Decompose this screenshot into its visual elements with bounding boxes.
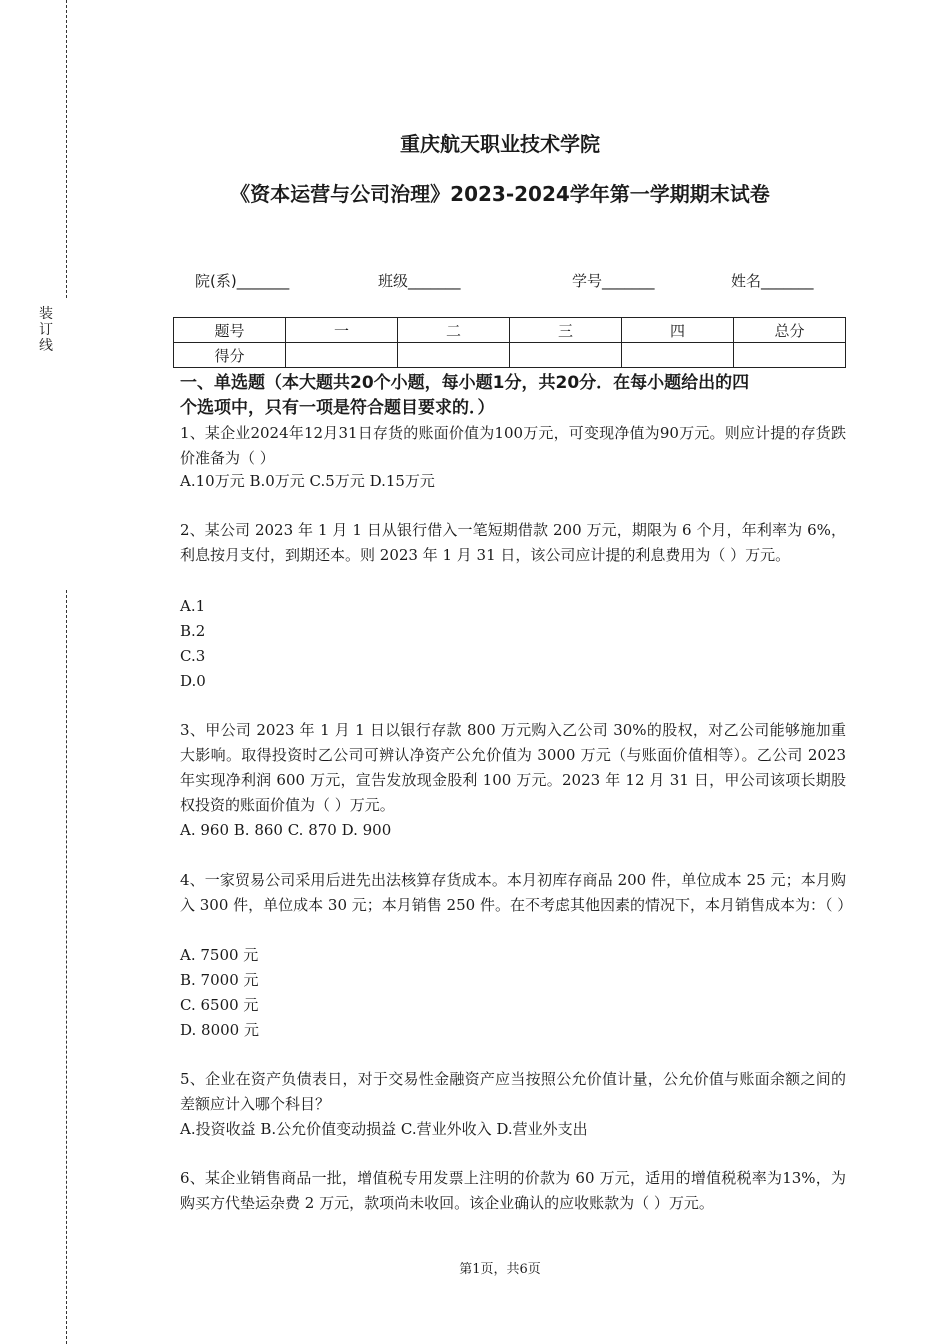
question-5-options: A.投资收益 B.公允价值变动损益 C.营业外收入 D.营业外支出 (180, 1120, 588, 1138)
question-2-option-c: C.3 (180, 647, 206, 665)
score-input-cell[interactable] (622, 343, 734, 368)
table-cell: 得分 (174, 343, 286, 368)
exam-title: 《资本运营与公司治理》2023-2024学年第一学期期末试卷 (230, 182, 770, 206)
question-4-option-b: B. 7000 元 (180, 971, 259, 989)
page-footer: 第1页，共6页 (459, 1262, 541, 1277)
name-field: 姓名_______ (731, 272, 814, 290)
table-cell: 四 (622, 318, 734, 343)
section-heading-line: 个选项中，只有一项是符合题目要求的．） (180, 398, 495, 418)
score-table (173, 317, 846, 368)
question-4-stem: 4、一家贸易公司采用后进先出法核算存货成本。本月初库存商品 200 件，单位成本 25 元；本月购入 300 件，单位成本 30 元；本月销售 250 件。在不考虑其他因素的情况下，本月销售成本为：（ ） (180, 871, 853, 914)
table-cell: 二 (398, 318, 510, 343)
class-field: 班级_______ (378, 272, 461, 290)
section-heading-line: 一、单选题（本大题共20个小题，每小题1分，共20分．在每小题给出的四 (180, 373, 750, 393)
table-cell: 一 (286, 318, 398, 343)
score-table-score-row (174, 343, 846, 368)
binding-label: 装订线 (39, 306, 53, 354)
question-4-option-a: A. 7500 元 (180, 946, 259, 964)
question-1-options: A.10万元 B.0万元 C.5万元 D.15万元 (180, 472, 435, 490)
score-input-cell[interactable] (510, 343, 622, 368)
table-cell: 题号 (174, 318, 286, 343)
question-3-stem: 3、甲公司 2023 年 1 月 1 日以银行存款 800 万元购入乙公司 30%的股权，对乙公司能够施加重大影响。取得投资时乙公司可辨认净资产公允价值为 3000 万元（与账面价值相等）。乙公司 2023 年实现净利润 600 万元，宣告发放现金股利 100 万元。2023 年 12 月 31 日，甲公司该项长期股权投资的账面价值为（ ）万元。 (180, 721, 846, 814)
question-2-option-a: A.1 (180, 597, 206, 615)
question-2-option-b: B.2 (180, 622, 206, 640)
question-3-options: A. 960 B. 860 C. 870 D. 900 (180, 821, 392, 839)
score-input-cell[interactable] (286, 343, 398, 368)
question-4-option-d: D. 8000 元 (180, 1021, 259, 1039)
score-input-cell[interactable] (398, 343, 510, 368)
table-cell: 总分 (734, 318, 846, 343)
department-field: 院(系)_______ (195, 272, 290, 290)
question-1-stem: 1、某企业2024年12月31日存货的账面价值为100万元，可变现净值为90万元。则应计提的存货跌价准备为（ ） (180, 424, 846, 467)
table-cell: 三 (510, 318, 622, 343)
question-6-stem: 6、某企业销售商品一批，增值税专用发票上注明的价款为 60 万元，适用的增值税税率为13%，为购买方代垫运杂费 2 万元，款项尚未收回。该企业确认的应收账款为（ ）万元。 (180, 1169, 846, 1212)
question-5-stem: 5、企业在资产负债表日，对于交易性金融资产应当按照公允价值计量，公允价值与账面余额之间的差额应计入哪个科目？ (180, 1070, 846, 1113)
school-title: 重庆航天职业技术学院 (400, 132, 600, 156)
question-2-option-d: D.0 (180, 672, 206, 690)
score-table-header-row (174, 318, 846, 343)
question-2-stem: 2、某公司 2023 年 1 月 1 日从银行借入一笔短期借款 200 万元，期限为 6 个月，年利率为 6%，利息按月支付，到期还本。则 2023 年 1 月 31 日，该公司应计提的利息费用为（ ）万元。 (180, 521, 846, 564)
section-heading (180, 371, 850, 421)
binding-line-bottom (66, 590, 67, 1344)
question-4-option-c: C. 6500 元 (180, 996, 259, 1014)
student-id-field: 学号_______ (572, 272, 655, 290)
score-input-cell[interactable] (734, 343, 846, 368)
